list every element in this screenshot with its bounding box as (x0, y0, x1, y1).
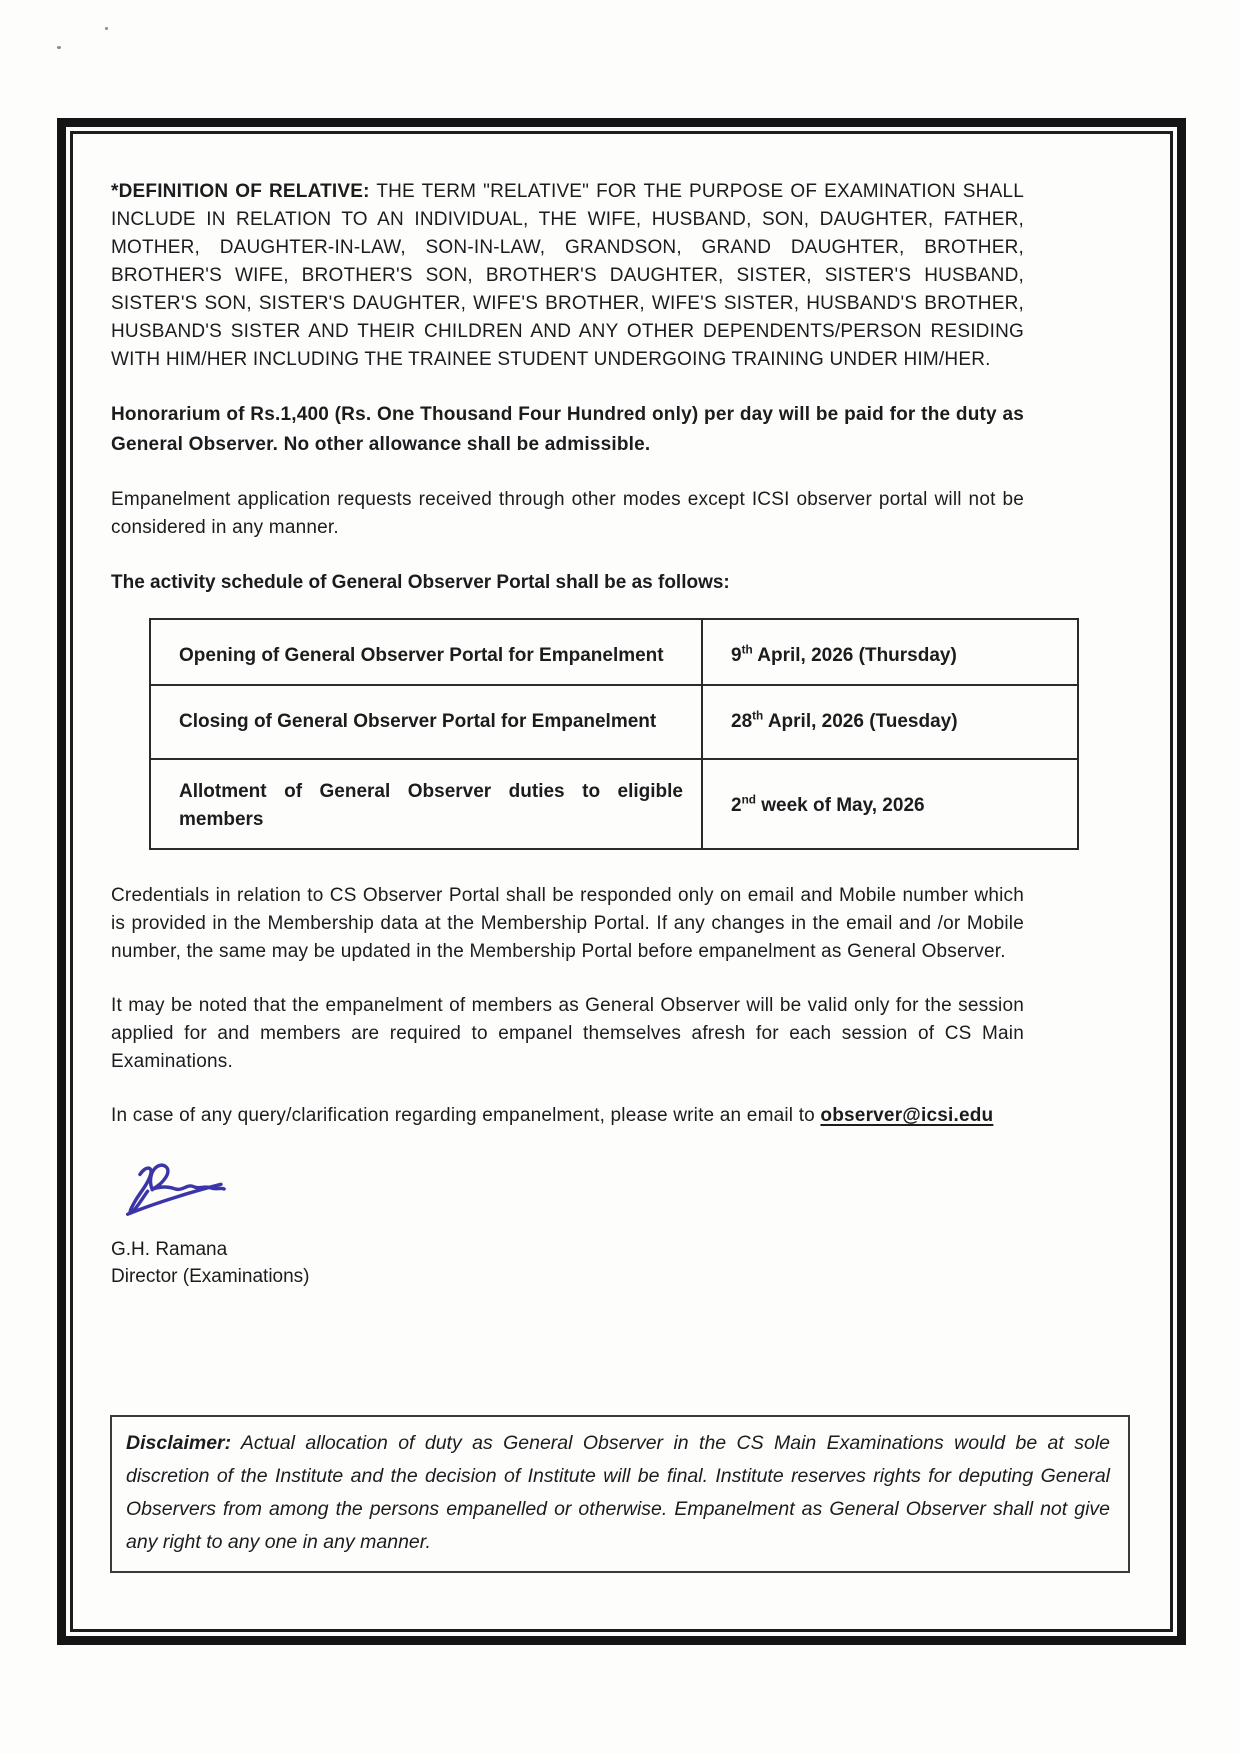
scan-speck (57, 46, 61, 49)
date-rest: April, 2026 (Tuesday) (763, 711, 958, 732)
query-text: In case of any query/clarification regarding empanelment, please write an email to (111, 1105, 821, 1126)
date-number: 2 (731, 795, 742, 816)
table-row (150, 759, 1078, 849)
document-body (73, 134, 1170, 1629)
query-contact-paragraph (111, 1102, 1024, 1130)
definition-lead-bold: *DEFINITION OF RELATIVE: (111, 181, 370, 202)
schedule-date-cell (702, 759, 1078, 849)
definition-of-relative-paragraph (111, 178, 1024, 374)
schedule-activity-cell: Allotment of General Observer duties to eligible members (150, 759, 702, 849)
date-ordinal-suffix: nd (741, 793, 756, 807)
date-ordinal-suffix: th (741, 643, 753, 657)
page-border-frame-inner (70, 131, 1173, 1632)
disclaimer-box (110, 1415, 1130, 1573)
disclaimer-text: Actual allocation of duty as General Observer in the CS Main Examinations would be at sole discretion of the Institute and the decision of Institute will be final. Institute reserves rights for deputing General Observers from among the persons empanelled or otherwise. Empanelment as General Observer shall not give any right to any one in any manner. (126, 1432, 1110, 1553)
table-row (150, 685, 1078, 759)
schedule-date-cell (702, 619, 1078, 685)
activity-schedule-heading: The activity schedule of General Observer Portal shall be as follows: (111, 572, 730, 593)
validity-paragraph: It may be noted that the empanelment of members as General Observer will be valid only for the session applied for and members are required to empanel themselves afresh for each session of CS Main Examinations. (111, 995, 1024, 1072)
handwritten-signature-icon (117, 1152, 247, 1232)
credentials-paragraph: Credentials in relation to CS Observer Portal shall be responded only on email and Mobile number which is provided in the Membership data at the Membership Portal. If any changes in the email and /or Mobile number, the same may be updated in the Membership Portal before empanelment as General Observer. (111, 885, 1024, 962)
date-rest: April, 2026 (Thursday) (752, 645, 957, 666)
schedule-activity-cell: Opening of General Observer Portal for Empanelment (150, 619, 702, 685)
honorarium-paragraph: Honorarium of Rs.1,400 (Rs. One Thousand Four Hundred only) per day will be paid for the duty as General Observer. No other allowance shall be admissible. (111, 404, 1024, 455)
schedule-date-cell (702, 685, 1078, 759)
date-number: 28 (731, 711, 753, 732)
empanelment-note-paragraph: Empanelment application requests received through other modes except ICSI observer portal will not be considered in any manner. (111, 489, 1024, 538)
date-rest: week of May, 2026 (755, 795, 925, 816)
scan-speck (105, 27, 108, 30)
activity-schedule-table (149, 618, 1079, 850)
signatory-name: G.H. Ramana (111, 1239, 228, 1260)
date-ordinal-suffix: th (752, 709, 764, 723)
signature-image (117, 1152, 1170, 1234)
page-border-frame (57, 118, 1186, 1645)
signatory-title: Director (Examinations) (111, 1266, 310, 1287)
schedule-activity-cell: Closing of General Observer Portal for Empanelment (150, 685, 702, 759)
date-number: 9 (731, 645, 742, 666)
table-row (150, 619, 1078, 685)
definition-body-text: THE TERM "RELATIVE" FOR THE PURPOSE OF EXAMINATION SHALL INCLUDE IN RELATION TO AN INDIVIDUAL, THE WIFE, HUSBAND, SON, DAUGHTER, FATHER, MOTHER, DAUGHTER-IN-LAW, SON-IN-LAW, GRANDSON, GRAND DAUGHTER, BROTHER, BROTHER'S WIFE, BROTHER'S SON, BROTHER'S DAUGHTER, SISTER, SISTER'S HUSBAND, SISTER'S SON, SISTER'S DAUGHTER, WIFE'S BROTHER, WIFE'S SISTER, HUSBAND'S BROTHER, HUSBAND'S SISTER AND THEIR CHILDREN AND ANY OTHER DEPENDENTS/PERSON RESIDING WITH HIM/HER INCLUDING THE TRAINEE STUDENT UNDERGOING TRAINING UNDER HIM/HER. (111, 181, 1024, 370)
observer-email-link[interactable]: observer@icsi.edu (820, 1105, 994, 1126)
disclaimer-label: Disclaimer: (126, 1432, 232, 1454)
